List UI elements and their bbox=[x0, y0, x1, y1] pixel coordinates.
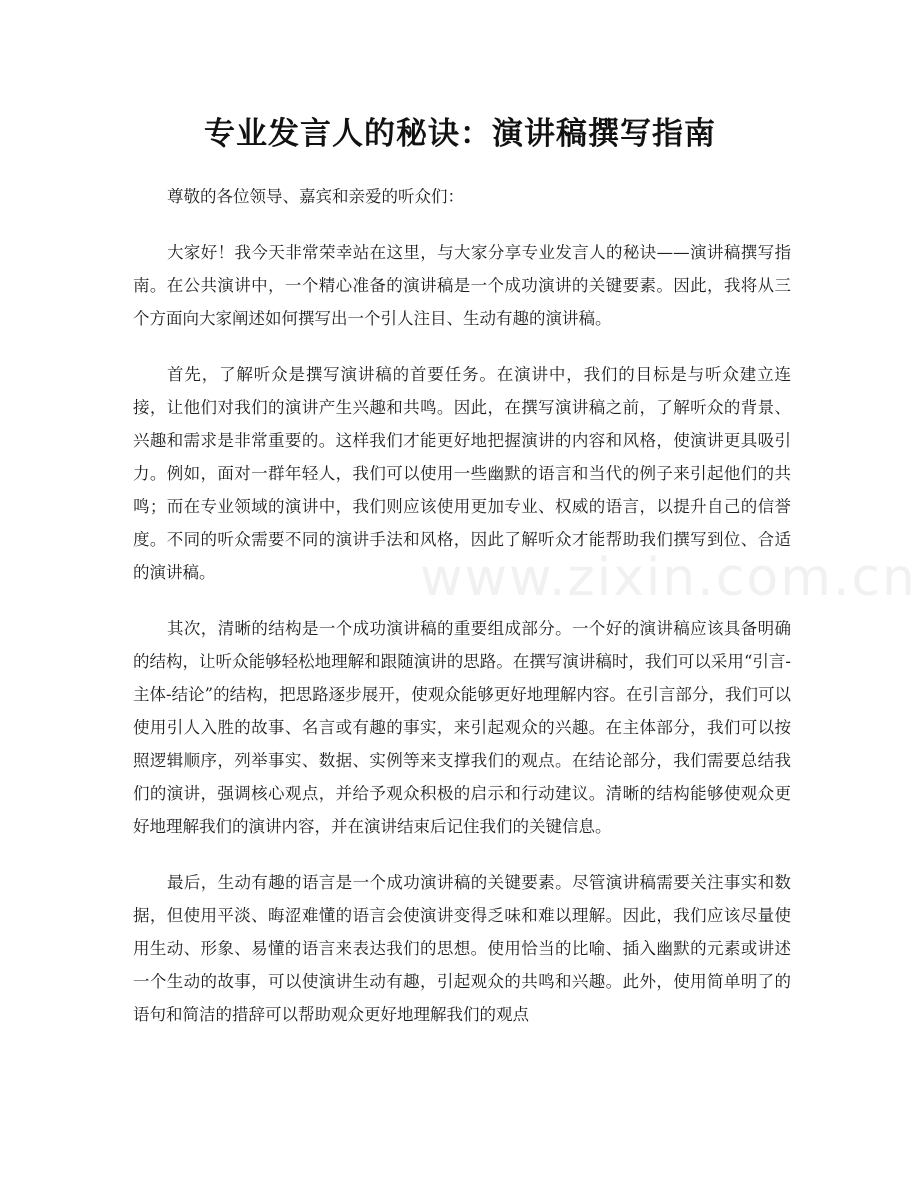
watermark: www.zixin.com.cn bbox=[420, 548, 917, 608]
audience-paragraph: 首先，了解听众是撰写演讲稿的首要任务。在演讲中，我们的目标是与听众建立连接，让他们对我们的演讲产生兴趣和共鸣。因此，在撰写演讲稿之前，了解听众的背景、兴趣和需求是非常重要的。这样我们才能更好地把握演讲的内容和风格，使演讲更具吸引力。例如，面对一群年轻人，我们可以使用一些幽默的语言和当代的例子来引起他们的共鸣；而在专业领域的演讲中，我们则应该使用更加专业、权威的语言，以提升自己的信誉度。不同的听众需要不同的演讲手法和风格，因此了解听众才能帮助我们撰写到位、合适的演讲稿。 bbox=[133, 365, 791, 582]
document-body bbox=[133, 180, 791, 1054]
salutation-paragraph: 尊敬的各位领导、嘉宾和亲爱的听众们： bbox=[167, 187, 464, 206]
structure-paragraph: 其次，清晰的结构是一个成功演讲稿的重要组成部分。一个好的演讲稿应该具备明确的结构，让听众能够轻松地理解和跟随演讲的思路。在撰写演讲稿时，我们可以采用“引言-主体-结论”的结构，把思路逐步展开，使观众能够更好地理解内容。在引言部分，我们可以使用引人入胜的故事、名言或有趣的事实，来引起观众的兴趣。在主体部分，我们可以按照逻辑顺序，列举事实、数据、实例等来支撑我们的观点。在结论部分，我们需要总结我们的演讲，强调核心观点，并给予观众积极的启示和行动建议。清晰的结构能够使观众更好地理解我们的演讲内容，并在演讲结束后记住我们的关键信息。 bbox=[133, 619, 791, 836]
language-paragraph: 最后，生动有趣的语言是一个成功演讲稿的关键要素。尽管演讲稿需要关注事实和数据，但使用平淡、晦涩难懂的语言会使演讲变得乏味和难以理解。因此，我们应该尽量使用生动、形象、易懂的语言来表达我们的思想。使用恰当的比喻、插入幽默的元素或讲述一个生动的故事，可以使演讲生动有趣，引起观众的共鸣和兴趣。此外，使用简单明了的语句和简洁的措辞可以帮助观众更好地理解我们的观点 bbox=[133, 873, 791, 1024]
intro-paragraph: 大家好！我今天非常荣幸站在这里，与大家分享专业发言人的秘诀——演讲稿撰写指南。在公共演讲中，一个精心准备的演讲稿是一个成功演讲的关键要素。因此，我将从三个方面向大家阐述如何撰写出一个引人注目、生动有趣的演讲稿。 bbox=[133, 243, 791, 328]
page-title: 专业发言人的秘诀：演讲稿撰写指南 bbox=[204, 116, 716, 152]
